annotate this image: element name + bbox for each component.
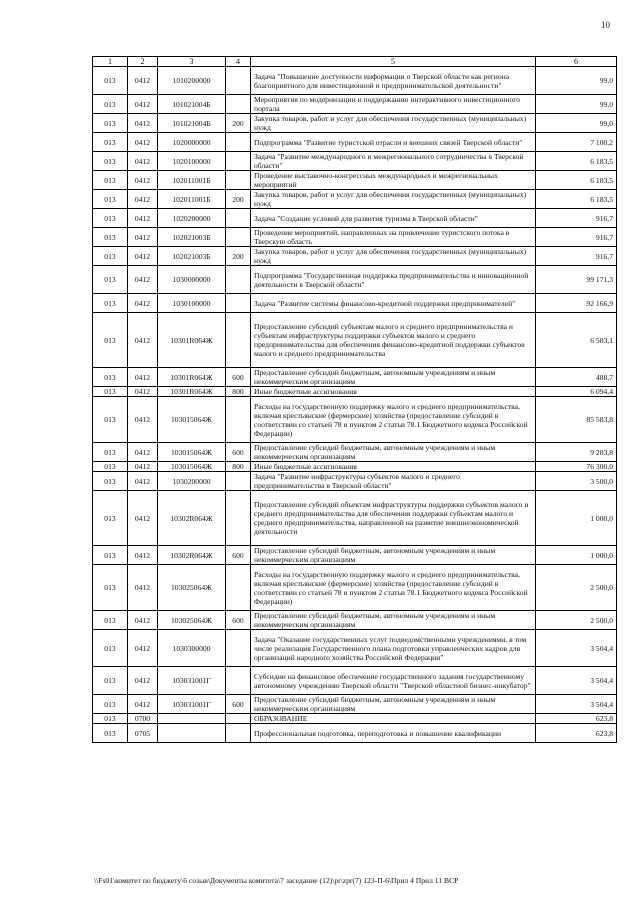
cell-section: 0412	[128, 67, 158, 95]
table-row	[93, 67, 617, 95]
cell-section: 0412	[128, 95, 158, 114]
cell-target-article: 1030100000	[158, 294, 226, 313]
cell-code: 013	[93, 247, 128, 266]
cell-section: 0412	[128, 266, 158, 294]
cell-amount: 488,7	[536, 368, 617, 387]
table-row	[93, 294, 617, 313]
cell-amount: 99 171,3	[536, 266, 617, 294]
cell-name: Подпрограмма "Развитие туристской отрасли и внешних связей Тверской области"	[251, 133, 536, 152]
header-row	[93, 57, 617, 67]
cell-amount: 99,0	[536, 67, 617, 95]
table-row	[93, 152, 617, 171]
cell-section: 0412	[128, 387, 158, 397]
table-row	[93, 209, 617, 228]
cell-amount: 99,0	[536, 114, 617, 133]
cell-name: Закупка товаров, работ и услуг для обеспечения государственных (муниципальных) нужд	[251, 247, 536, 266]
cell-expense-type: 200	[226, 247, 251, 266]
cell-target-article: 10301R064Ж	[158, 368, 226, 387]
cell-amount: 3 504,4	[536, 667, 617, 695]
table-row	[93, 667, 617, 695]
cell-section: 0412	[128, 228, 158, 247]
cell-expense-type: 600	[226, 368, 251, 387]
cell-target-article: 10302R064Ж	[158, 546, 226, 565]
table-row	[93, 114, 617, 133]
cell-expense-type	[226, 171, 251, 190]
cell-section: 0700	[128, 714, 158, 724]
table-row	[93, 368, 617, 387]
cell-expense-type: 600	[226, 546, 251, 565]
table-row	[93, 695, 617, 714]
cell-amount: 1 000,0	[536, 546, 617, 565]
cell-expense-type	[226, 667, 251, 695]
table-body	[93, 67, 617, 743]
cell-section: 0412	[128, 611, 158, 630]
cell-code: 013	[93, 152, 128, 171]
cell-target-article: 10301R064Ж	[158, 387, 226, 397]
table-row	[93, 546, 617, 565]
cell-amount: 9 283,8	[536, 443, 617, 462]
cell-target-article: 103031001Г	[158, 695, 226, 714]
cell-code: 013	[93, 397, 128, 443]
column-header: 1	[93, 57, 128, 67]
cell-section: 0412	[128, 667, 158, 695]
cell-name: Мероприятия по модернизации и поддержанию интерактивного инвестиционного портала	[251, 95, 536, 114]
cell-code: 013	[93, 714, 128, 724]
cell-amount: 916,7	[536, 228, 617, 247]
table-row	[93, 387, 617, 397]
cell-code: 013	[93, 133, 128, 152]
table-row	[93, 491, 617, 546]
cell-section: 0412	[128, 565, 158, 611]
cell-name: Иные бюджетные ассигнования	[251, 462, 536, 472]
cell-code: 013	[93, 209, 128, 228]
cell-name: Задача "Оказание государственных услуг подведомственными учреждениями, в том числе реализация Государственного плана подготовки управленческих кадров для организаций народного хозяйства Российской Федерации"	[251, 630, 536, 667]
cell-code: 013	[93, 387, 128, 397]
cell-expense-type	[226, 209, 251, 228]
cell-section: 0412	[128, 630, 158, 667]
cell-code: 013	[93, 462, 128, 472]
cell-code: 013	[93, 190, 128, 209]
cell-target-article: 1010200000	[158, 67, 226, 95]
cell-expense-type	[226, 565, 251, 611]
cell-expense-type: 600	[226, 611, 251, 630]
cell-amount: 623,8	[536, 714, 617, 724]
cell-name: Предоставление субсидий бюджетным, автономным учреждениям и иным некоммерческим организациям	[251, 546, 536, 565]
table-row	[93, 714, 617, 724]
cell-amount: 6 583,1	[536, 313, 617, 368]
column-header: 3	[158, 57, 226, 67]
cell-expense-type: 600	[226, 443, 251, 462]
cell-section: 0412	[128, 247, 158, 266]
cell-target-article: 103025064Ж	[158, 611, 226, 630]
table-row	[93, 443, 617, 462]
cell-code: 013	[93, 695, 128, 714]
cell-amount: 99,0	[536, 95, 617, 114]
cell-target-article: 1020100000	[158, 152, 226, 171]
cell-expense-type: 800	[226, 462, 251, 472]
cell-target-article: 102021003Б	[158, 228, 226, 247]
cell-expense-type	[226, 724, 251, 743]
cell-amount: 2 500,0	[536, 565, 617, 611]
cell-expense-type	[226, 152, 251, 171]
cell-code: 013	[93, 667, 128, 695]
table-row	[93, 724, 617, 743]
cell-name: Иные бюджетные ассигнования	[251, 387, 536, 397]
cell-name: Проведение выставочно-конгрессных международных и межрегиональных мероприятий	[251, 171, 536, 190]
cell-code: 013	[93, 630, 128, 667]
cell-target-article: 103015064Ж	[158, 397, 226, 443]
budget-table	[92, 56, 617, 743]
cell-code: 013	[93, 171, 128, 190]
cell-expense-type	[226, 630, 251, 667]
cell-amount: 6 094,4	[536, 387, 617, 397]
cell-amount: 6 183,5	[536, 152, 617, 171]
cell-section: 0412	[128, 294, 158, 313]
cell-section: 0412	[128, 368, 158, 387]
cell-expense-type: 800	[226, 387, 251, 397]
cell-name: Предоставление субсидий объектам инфраструктуры поддержки субъектов малого и среднего предпринимательства для обеспечения поддержки субъектам малого и среднего предпринимательства, направленной на развитие внешнеэкономической деятельности	[251, 491, 536, 546]
cell-section: 0412	[128, 695, 158, 714]
cell-name: Подпрограмма "Государственная поддержка предпринимательства и инновационной деятельности в Тверской области"	[251, 266, 536, 294]
cell-amount: 916,7	[536, 247, 617, 266]
cell-target-article: 101021004Б	[158, 114, 226, 133]
cell-expense-type: 200	[226, 190, 251, 209]
cell-target-article: 103015064Ж	[158, 443, 226, 462]
cell-target-article: 1020000000	[158, 133, 226, 152]
cell-name: Предоставление субсидий субъектам малого и среднего предпринимательства и субъектам инфраструктуры поддержки субъектов малого и среднего предпринимательства для обеспечения финансово-кредитной поддержки субъектов малого и среднего предпринимательства	[251, 313, 536, 368]
column-header: 2	[128, 57, 158, 67]
cell-code: 013	[93, 313, 128, 368]
cell-target-article: 1020200000	[158, 209, 226, 228]
cell-expense-type	[226, 294, 251, 313]
column-header: 5	[251, 57, 536, 67]
cell-expense-type	[226, 491, 251, 546]
column-header: 4	[226, 57, 251, 67]
cell-section: 0412	[128, 491, 158, 546]
table-row	[93, 133, 617, 152]
cell-code: 013	[93, 266, 128, 294]
cell-section: 0412	[128, 171, 158, 190]
cell-target-article: 102021003Б	[158, 247, 226, 266]
table-row	[93, 462, 617, 472]
cell-section: 0705	[128, 724, 158, 743]
table-row	[93, 472, 617, 491]
cell-section: 0412	[128, 546, 158, 565]
cell-name: Расходы на государственную поддержку малого и среднего предпринимательства, включая крестьянские (фермерские) хозяйства (предоставление субсидий в соответствии со статьей 78 и пунктом 2 статьи 78.1 Бюджетного кодекса Российской Федерации)	[251, 397, 536, 443]
cell-section: 0412	[128, 209, 158, 228]
cell-target-article: 102011001Б	[158, 171, 226, 190]
cell-name: Закупка товаров, работ и услуг для обеспечения государственных (муниципальных) нужд	[251, 114, 536, 133]
cell-amount: 6 183,5	[536, 171, 617, 190]
cell-expense-type	[226, 472, 251, 491]
table-row	[93, 190, 617, 209]
cell-code: 013	[93, 294, 128, 313]
table-row	[93, 247, 617, 266]
cell-amount: 6 183,5	[536, 190, 617, 209]
cell-target-article: 101021004Б	[158, 95, 226, 114]
cell-name: Расходы на государственную поддержку малого и среднего предпринимательства, включая крестьянские (фермерские) хозяйства (предоставление субсидий в соответствии со статьей 78 и пунктом 2 статьи 78.1 Бюджетного кодекса Российской Федерации)	[251, 565, 536, 611]
cell-target-article: 1030200000	[158, 472, 226, 491]
cell-code: 013	[93, 611, 128, 630]
cell-target-article: 102011001Б	[158, 190, 226, 209]
cell-name: Задача "Развитие международного и межрегионального сотрудничества в Тверской области"	[251, 152, 536, 171]
cell-name: Предоставление субсидий бюджетным, автономным учреждениям и иным некоммерческим организациям	[251, 695, 536, 714]
cell-code: 013	[93, 491, 128, 546]
cell-section: 0412	[128, 462, 158, 472]
cell-code: 013	[93, 546, 128, 565]
table-row	[93, 266, 617, 294]
cell-name: ОБРАЗОВАНИЕ	[251, 714, 536, 724]
cell-name: Задача "Повышение доступности информации о Тверской области как региона благоприятного для инвестиционной и предпринимательской деятельности"	[251, 67, 536, 95]
cell-target-article: 1030300000	[158, 630, 226, 667]
cell-amount: 3 504,4	[536, 695, 617, 714]
cell-section: 0412	[128, 133, 158, 152]
cell-expense-type	[226, 313, 251, 368]
cell-amount: 7 100,2	[536, 133, 617, 152]
cell-expense-type	[226, 228, 251, 247]
cell-amount: 92 166,9	[536, 294, 617, 313]
cell-code: 013	[93, 228, 128, 247]
cell-name: Предоставление субсидий бюджетным, автономным учреждениям и иным некоммерческим организациям	[251, 368, 536, 387]
cell-code: 013	[93, 95, 128, 114]
cell-amount: 3 500,0	[536, 472, 617, 491]
cell-name: Задача "Развитие системы финансово-кредитной поддержки предпринимателей"	[251, 294, 536, 313]
cell-code: 013	[93, 565, 128, 611]
cell-target-article: 103025064Ж	[158, 565, 226, 611]
cell-target-article: 10302R064Ж	[158, 491, 226, 546]
column-header: 6	[536, 57, 617, 67]
cell-amount: 85 583,8	[536, 397, 617, 443]
cell-code: 013	[93, 368, 128, 387]
cell-expense-type	[226, 714, 251, 724]
cell-section: 0412	[128, 114, 158, 133]
cell-section: 0412	[128, 152, 158, 171]
cell-name: Предоставление субсидий бюджетным, автономным учреждениям и иным некоммерческим организациям	[251, 611, 536, 630]
cell-target-article: 103031001Г	[158, 667, 226, 695]
cell-expense-type	[226, 67, 251, 95]
cell-section: 0412	[128, 443, 158, 462]
cell-target-article	[158, 714, 226, 724]
cell-amount: 916,7	[536, 209, 617, 228]
cell-section: 0412	[128, 472, 158, 491]
table-row	[93, 611, 617, 630]
table-row	[93, 95, 617, 114]
cell-target-article: 103015064Ж	[158, 462, 226, 472]
cell-name: Профессиональная подготовка, переподготовка и повышение квалификации	[251, 724, 536, 743]
table-row	[93, 171, 617, 190]
table-row	[93, 228, 617, 247]
cell-code: 013	[93, 114, 128, 133]
cell-amount: 623,8	[536, 724, 617, 743]
cell-expense-type	[226, 133, 251, 152]
cell-code: 013	[93, 724, 128, 743]
table-row	[93, 397, 617, 443]
cell-expense-type: 600	[226, 695, 251, 714]
cell-expense-type	[226, 95, 251, 114]
cell-name: Задача "Развитие инфраструктуры субъектов малого и среднего предпринимательства в Тверской области"	[251, 472, 536, 491]
cell-amount: 76 300,0	[536, 462, 617, 472]
cell-name: Проведение мероприятий, направленных на привлечение туристского потока в Тверскую область	[251, 228, 536, 247]
cell-name: Закупка товаров, работ и услуг для обеспечения государственных (муниципальных) нужд	[251, 190, 536, 209]
cell-section: 0412	[128, 190, 158, 209]
cell-amount: 3 504,4	[536, 630, 617, 667]
cell-section: 0412	[128, 313, 158, 368]
cell-target-article	[158, 724, 226, 743]
cell-name: Задача "Создание условий для развития туризма в Тверской области"	[251, 209, 536, 228]
cell-name: Предоставление субсидий бюджетным, автономным учреждениям и иным некоммерческим организациям	[251, 443, 536, 462]
cell-expense-type: 200	[226, 114, 251, 133]
table-row	[93, 630, 617, 667]
cell-target-article: 1030000000	[158, 266, 226, 294]
cell-target-article: 10301R064Ж	[158, 313, 226, 368]
cell-amount: 2 500,0	[536, 611, 617, 630]
file-path-footer: \\Fs01\комитет по бюджету\6 созыв\Документы комитета\7 заседание (12)\pr\zpr(7) 123-П-6\Прил 4 Прил 11 ВСР	[94, 876, 459, 885]
page-number: 10	[601, 20, 610, 30]
cell-code: 013	[93, 472, 128, 491]
table-row	[93, 313, 617, 368]
table-row	[93, 565, 617, 611]
cell-section: 0412	[128, 397, 158, 443]
cell-expense-type	[226, 397, 251, 443]
cell-name: Субсидии на финансовое обеспечение государственного задания государственному автономному учреждению Тверской области "Тверской областной бизнес-инкубатор"	[251, 667, 536, 695]
cell-code: 013	[93, 443, 128, 462]
cell-expense-type	[226, 266, 251, 294]
cell-amount: 1 000,0	[536, 491, 617, 546]
cell-code: 013	[93, 67, 128, 95]
